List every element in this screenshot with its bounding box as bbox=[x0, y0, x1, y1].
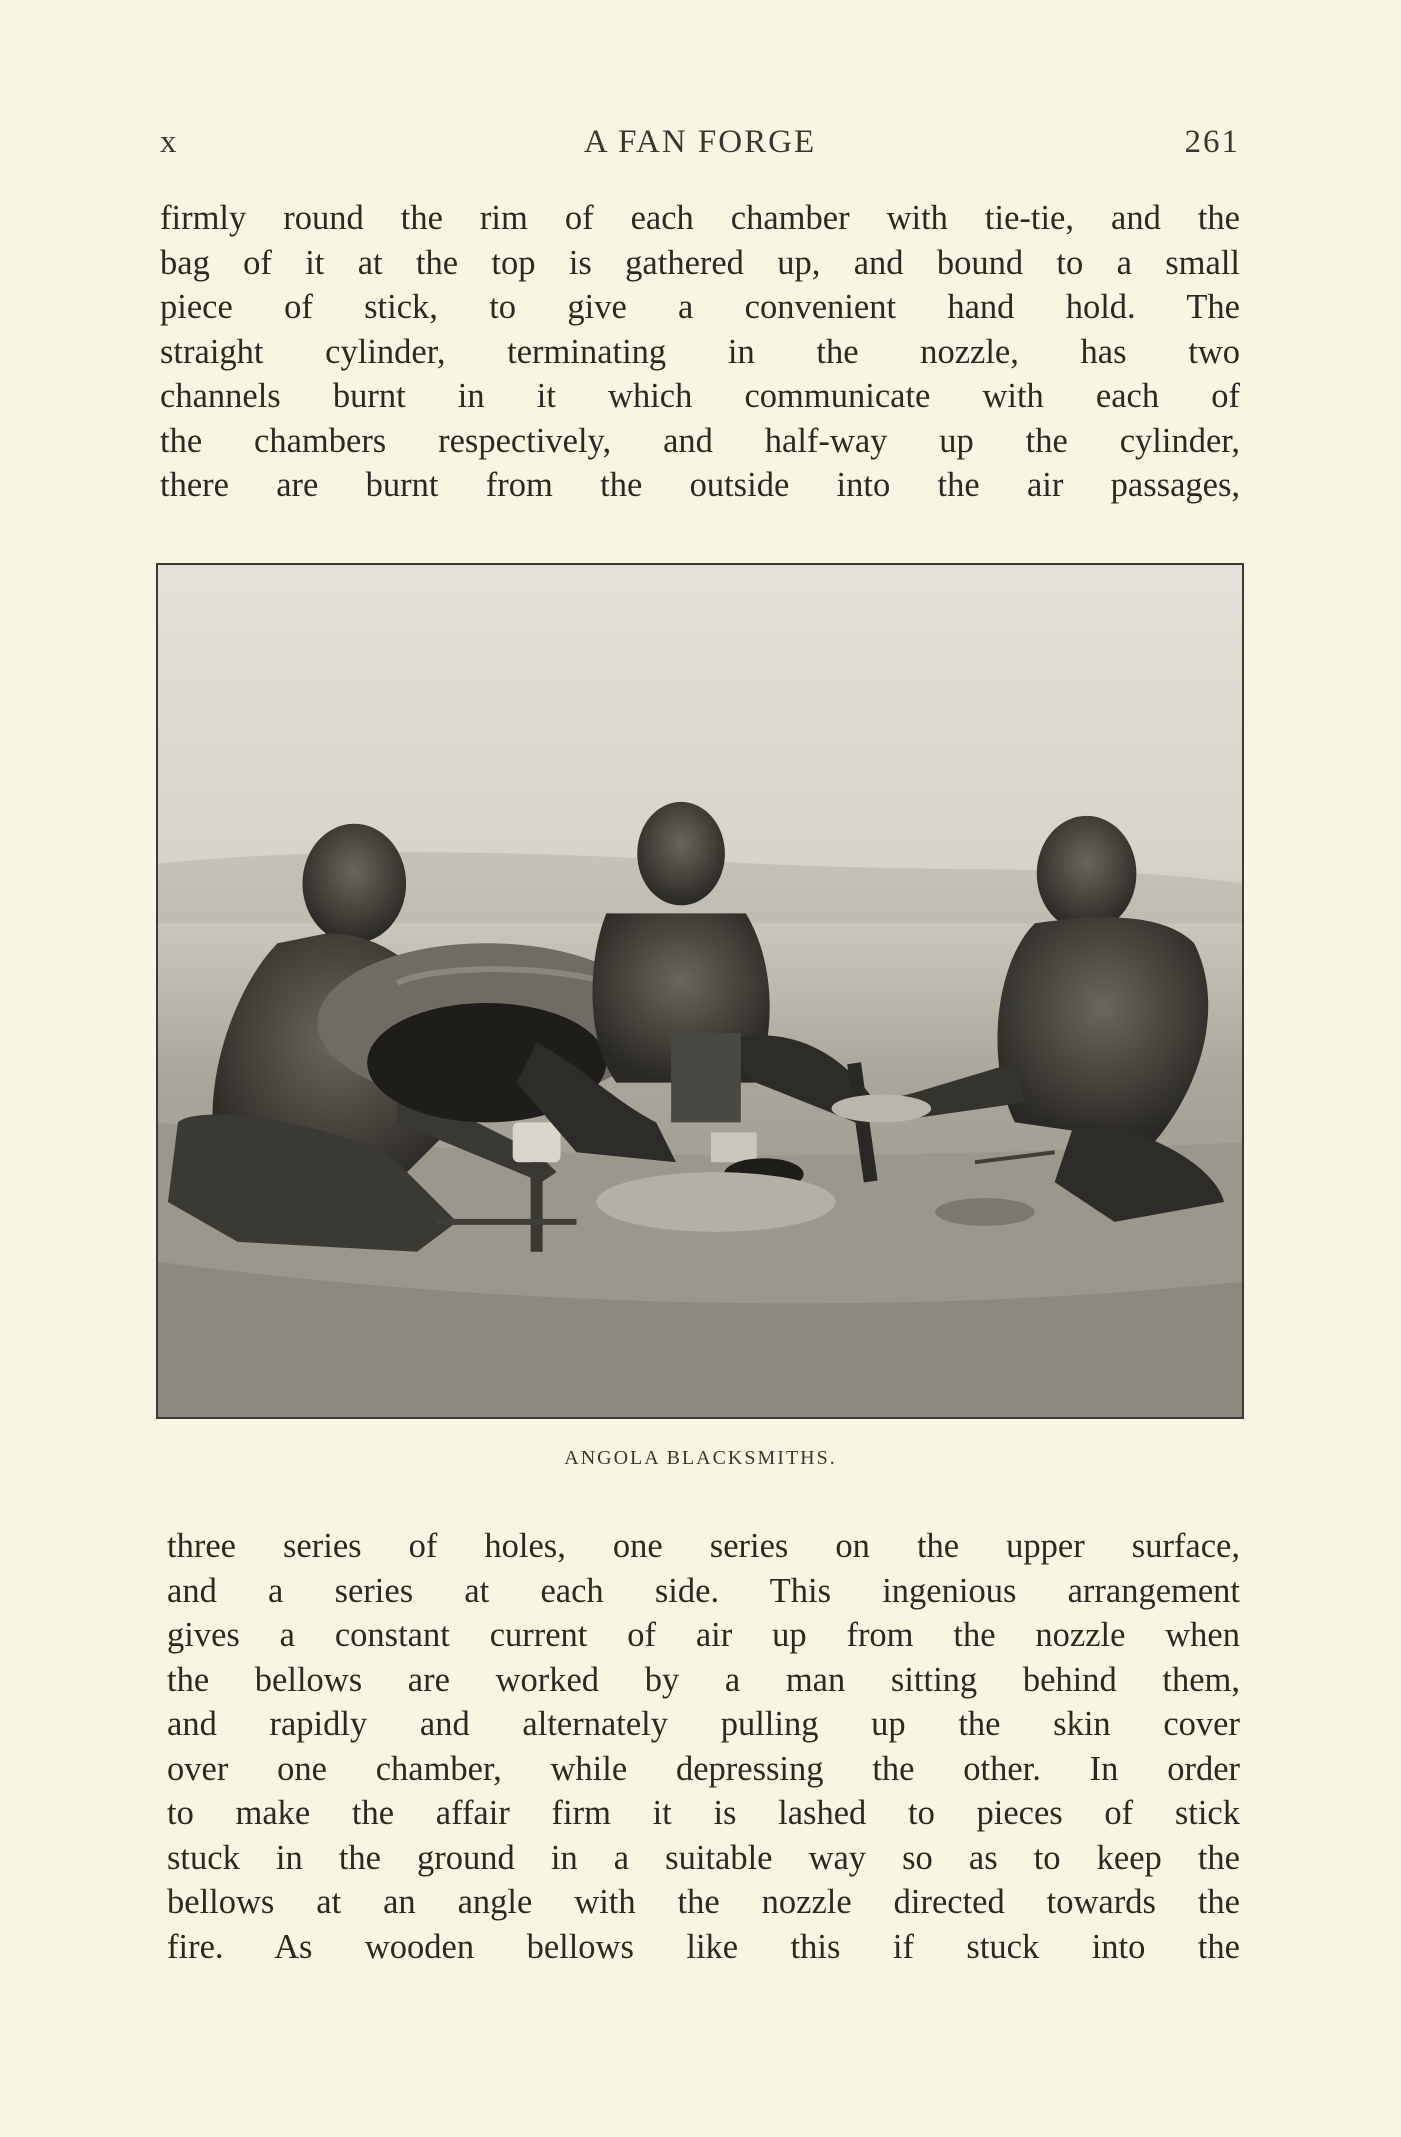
text-line: the bellows are worked by a man sitting behind them, bbox=[167, 1660, 1240, 1699]
text-line: channels burnt in it which communicate with each of bbox=[160, 377, 1240, 415]
text-line: bag of it at the top is gathered up, and bound to a small bbox=[160, 243, 1240, 282]
text-line: over one chamber, while depressing the other. In order bbox=[167, 1749, 1240, 1788]
photograph-plate bbox=[156, 563, 1244, 1419]
running-head bbox=[160, 124, 1240, 168]
figure-caption: ANGOLA BLACKSMITHS. bbox=[564, 1447, 837, 1469]
running-title: A FAN FORGE bbox=[583, 124, 817, 160]
paragraph-top bbox=[160, 196, 1240, 508]
paragraph-bottom bbox=[167, 1524, 1240, 1969]
text-line: gives a constant current of air up from the nozzle when bbox=[167, 1616, 1240, 1654]
text-line: straight cylinder, terminating in the nozzle, has two bbox=[160, 332, 1240, 371]
text-line: and a series at each side. This ingenious arrangement bbox=[167, 1571, 1240, 1610]
text-line: bellows at an angle with the nozzle directed towards the bbox=[167, 1883, 1240, 1921]
blacksmiths-photograph bbox=[158, 565, 1242, 1417]
text-line: the chambers respectively, and half-way up the cylinder, bbox=[160, 421, 1240, 460]
text-line: and rapidly and alternately pulling up the skin cover bbox=[167, 1705, 1240, 1743]
text-line: fire. As wooden bellows like this if stuck into the bbox=[167, 1927, 1240, 1966]
section-marker: x bbox=[160, 124, 179, 160]
text-line: three series of holes, one series on the upper surface, bbox=[167, 1527, 1240, 1565]
text-line: piece of stick, to give a convenient hand hold. The bbox=[160, 288, 1240, 326]
text-line: firmly round the rim of each chamber with tie-tie, and the bbox=[160, 199, 1240, 237]
page-number: 261 bbox=[1184, 124, 1240, 160]
text-line: to make the affair firm it is lashed to pieces of stick bbox=[167, 1794, 1240, 1832]
text-line: there are burnt from the outside into the air passages, bbox=[160, 466, 1240, 504]
text-line: stuck in the ground in a suitable way so as to keep the bbox=[167, 1838, 1240, 1877]
